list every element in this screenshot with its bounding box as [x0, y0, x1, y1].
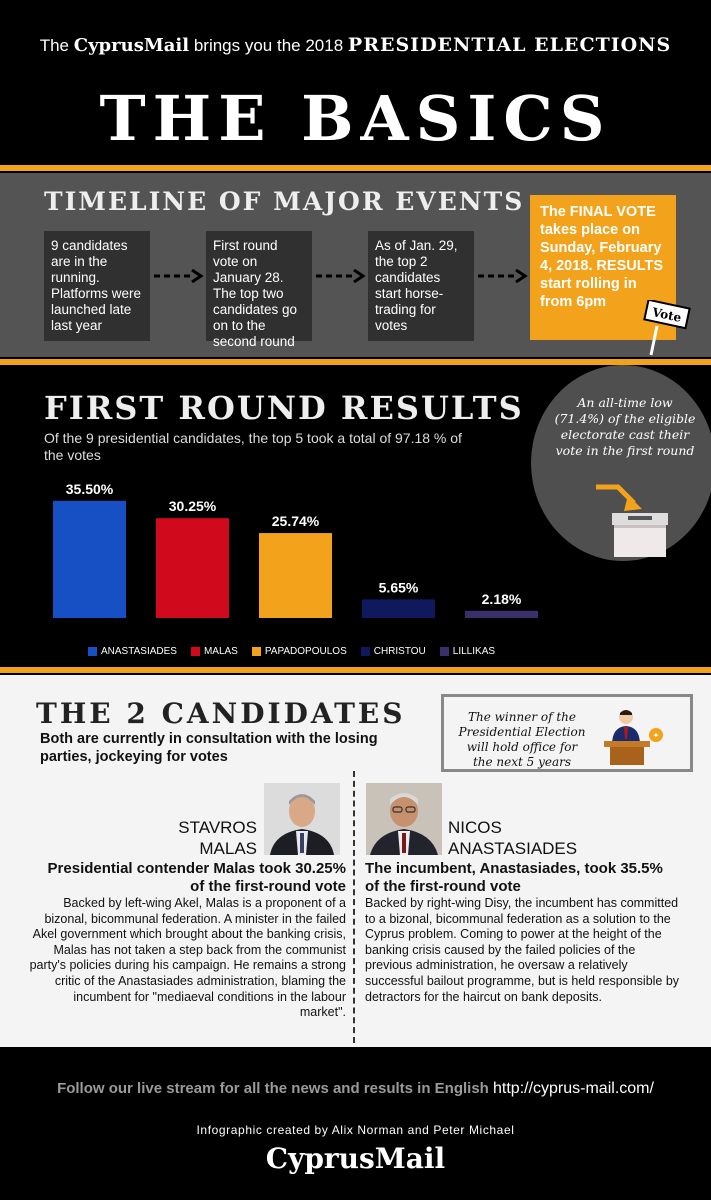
malas-name	[150, 817, 257, 859]
intro-highlight: PRESIDENTIAL ELECTIONS	[347, 34, 672, 56]
malas-first-name: STAVROS	[178, 818, 257, 837]
divider-stripe	[0, 165, 711, 171]
legend-item	[191, 646, 238, 657]
podium-speaker-icon	[594, 707, 684, 767]
final-vote-callout: The FINAL VOTE takes place on Sunday, February 4, 2018. RESULTS start rolling in from 6pm	[530, 195, 676, 340]
vote-sign-icon	[643, 300, 691, 356]
legend-label: MALAS	[203, 645, 238, 657]
bar-value-label: 25.74%	[271, 513, 320, 530]
bar-value-label: 5.65%	[378, 579, 419, 596]
legend-swatch	[361, 647, 370, 656]
page-title: THE BASICS	[99, 82, 612, 155]
legend-item	[361, 646, 426, 657]
anastasiades-portrait	[366, 783, 442, 855]
chart-legend	[88, 644, 509, 658]
timeline-section	[0, 173, 711, 357]
follow-text: Follow our live stream for all the news and results in English	[57, 1080, 489, 1097]
candidates-section	[0, 675, 711, 1047]
brand-logo-text: CyprusMail	[73, 35, 190, 56]
arrow-right-icon	[154, 269, 204, 283]
legend-label: CHRISTOU	[373, 645, 426, 657]
anastasiades-body: Backed by right-wing Disy, the incumbent has committed to a bizonal, bicommunal federation as a solution to the Cyprus problem. Coming to power at the height of the banking crisis caused by the failed policies of the previous administration, he oversaw a relatively successful bailout programme, but is held responsible by detractors for the haircut on bank deposits.	[365, 896, 680, 1004]
candidates-title: THE 2 CANDIDATES	[36, 697, 406, 730]
svg-text:✦: ✦	[652, 731, 660, 740]
legend-item	[88, 646, 177, 657]
intro-prefix: The	[39, 36, 70, 55]
credit-line: Infographic created by Alix Norman and Peter Michael	[196, 1123, 515, 1137]
legend-swatch	[252, 647, 261, 656]
legend-item	[440, 646, 495, 657]
candidate-divider	[353, 771, 355, 1043]
footer	[0, 1047, 711, 1200]
first-round-subtitle: Of the 9 presidential candidates, the top 5 took a total of 97.18 % of the votes	[44, 430, 462, 463]
malas-portrait	[264, 783, 340, 855]
timeline-event: 9 candidates are in the running. Platforms were launched late last year	[44, 231, 150, 341]
anastasiades-headline: The incumbent, Anastasiades, took 35.5% of the first-round vote	[365, 860, 663, 895]
bar-papadopoulos	[259, 533, 332, 618]
malas-last-name: MALAS	[199, 839, 257, 858]
legend-label: LILLIKAS	[452, 645, 496, 657]
winner-note: The winner of the Presidential Election will hold office for the next 5 years	[458, 710, 586, 769]
timeline-event: As of Jan. 29, the top 2 candidates start horse-trading for votes	[368, 231, 474, 341]
malas-body: Backed by left-wing Akel, Malas is a proponent of a bizonal, bicommunal federation. A minister in the failed Akel government which brought about the banking crisis, Malas has not taken a step back from the communist party's policies during his campaign. He remains a strong critic of the Anastasiades administration, blaming the incumbent for "mediaeval conditions in the labour market".	[29, 896, 346, 1020]
anastasiades-name	[448, 817, 608, 859]
legend-item	[252, 646, 347, 657]
malas-headline: Presidential contender Malas took 30.25% of the first-round vote	[47, 860, 346, 895]
first-round-title: FIRST ROUND RESULTS	[44, 389, 524, 427]
intro-line	[0, 34, 711, 56]
winner-note-box	[441, 694, 693, 772]
legend-label: PAPADOPOULOS	[264, 645, 347, 657]
legend-label: ANASTASIADES	[101, 645, 177, 657]
anastasiades-first-name: NICOS	[448, 818, 502, 837]
vote-sign-label: Vote	[650, 305, 683, 325]
ballot-box-icon	[590, 483, 680, 563]
bar-christou	[362, 599, 435, 618]
legend-swatch	[191, 647, 200, 656]
header	[0, 0, 711, 165]
footer-logo-text: CyprusMail	[265, 1142, 446, 1175]
timeline-title: TIMELINE OF MAJOR EVENTS	[44, 187, 525, 216]
anastasiades-last-name: ANASTASIADES	[448, 839, 578, 858]
legend-swatch	[88, 647, 97, 656]
bar-value-label: 2.18%	[481, 590, 522, 607]
first-round-section	[0, 365, 711, 667]
legend-swatch	[440, 647, 449, 656]
bar-malas	[156, 518, 229, 618]
timeline-event: First round vote on January 28. The top two candidates go on to the second round	[206, 231, 312, 341]
follow-line	[0, 1080, 711, 1098]
arrow-right-icon	[316, 269, 366, 283]
candidates-subtitle: Both are currently in consultation with the losing parties, jockeying for votes	[40, 731, 378, 765]
divider-stripe	[0, 667, 711, 673]
bar-value-label: 30.25%	[168, 498, 217, 515]
bar-value-label: 35.50%	[65, 480, 114, 497]
site-link[interactable]: http://cyprus-mail.com/	[493, 1080, 654, 1097]
bar-lillikas	[465, 611, 538, 618]
results-bar-chart	[0, 475, 540, 625]
arrow-right-icon	[478, 269, 528, 283]
turnout-note: An all-time low (71.4%) of the eligible electorate cast their vote in the first round	[554, 395, 696, 458]
bar-anastasiades	[53, 501, 126, 618]
intro-middle: brings you the 2018	[193, 36, 344, 55]
